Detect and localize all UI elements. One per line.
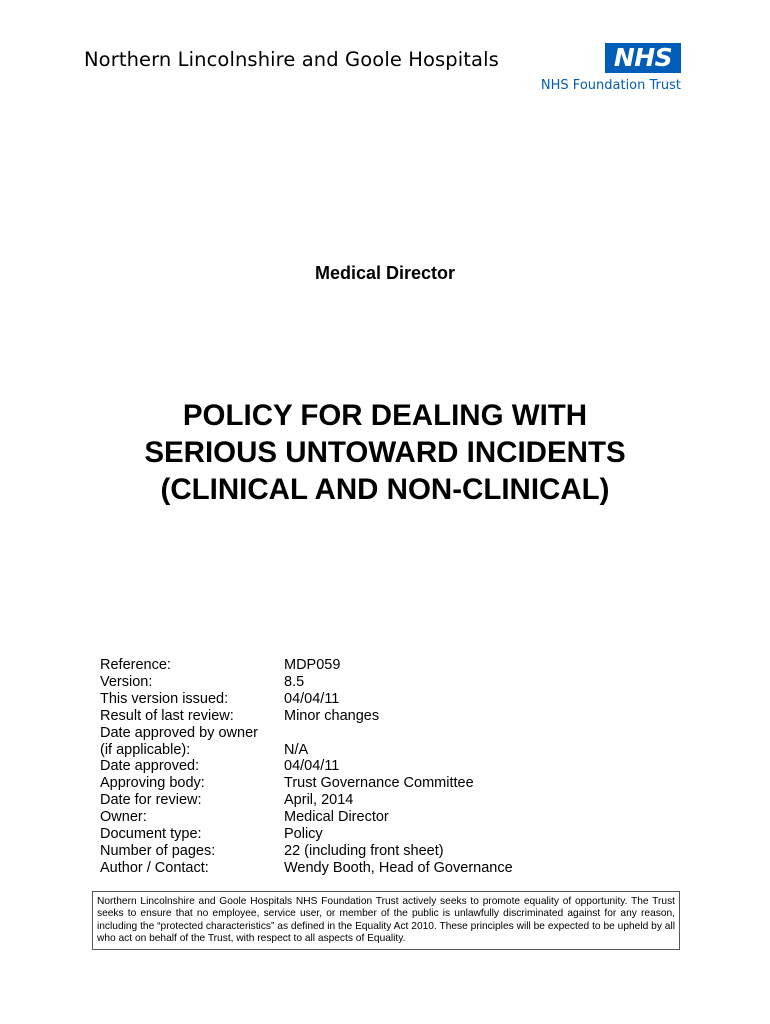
detail-value: 04/04/11 [284,758,340,775]
policy-title-line: SERIOUS UNTOWARD INCIDENTS [144,436,626,469]
policy-title [0,397,770,508]
detail-value: April, 2014 [284,792,354,809]
document-details-table [100,657,680,877]
detail-label: This version issued: [100,690,229,707]
organisation-name: Northern Lincolnshire and Goole Hospitals [84,48,499,71]
detail-value: Policy [284,826,323,843]
detail-row-version-issued [100,691,680,708]
detail-label: Approving body: [100,775,205,792]
detail-label: Owner: [100,809,147,826]
detail-value: MDP059 [284,657,341,673]
detail-value: Medical Director [284,809,389,826]
detail-label: Date approved by owner [100,724,258,741]
detail-value: 8.5 [284,673,305,690]
detail-label: Reference: [100,657,171,673]
detail-row-last-review [100,708,680,725]
detail-label: Date for review: [100,792,202,809]
nhs-logo: NHS [605,43,681,73]
document-header [84,40,684,100]
detail-value: 04/04/11 [284,690,340,707]
detail-value: 22 (including front sheet) [284,842,444,859]
detail-row-author-contact [100,860,680,877]
detail-label: Result of last review: [100,707,234,724]
detail-label: Date approved: [100,758,200,775]
detail-label: Number of pages: [100,842,216,859]
detail-label: Version: [100,673,153,690]
detail-row-date-approved [100,758,680,775]
detail-row-version [100,674,680,691]
detail-row-date-approved-by-owner [100,725,680,742]
detail-value [284,725,680,742]
detail-label: Author / Contact: [100,859,209,876]
trust-name: NHS Foundation Trust [540,78,681,93]
detail-value: Trust Governance Committee [284,775,474,792]
detail-row-document-type [100,826,680,843]
equality-statement-box: Northern Lincolnshire and Goole Hospitals NHS Foundation Trust actively seeks to promote equality of opportunity. The Trust seeks to ensure that no employee, service user, or member of the public is unlawfully discriminated against for any reason, including the “protected characteristics” as defined in the Equality Act 2010. These principles will be expected to be upheld by all who act on behalf of the Trust, with respect to all aspects of Equality. [92,891,680,950]
policy-title-line: POLICY FOR DEALING WITH [182,399,588,432]
detail-value: Wendy Booth, Head of Governance [284,859,513,876]
detail-row-owner [100,809,680,826]
department-heading: Medical Director [314,263,456,283]
detail-row-number-of-pages [100,843,680,860]
detail-label: (if applicable): [100,741,191,758]
detail-value: Minor changes [284,707,380,724]
policy-title-line: (CLINICAL AND NON-CLINICAL) [160,473,610,506]
detail-label: Document type: [100,826,202,843]
detail-row-approving-body [100,775,680,792]
detail-row-date-for-review [100,792,680,809]
detail-row-reference [100,657,680,674]
detail-row-if-applicable [100,742,680,759]
detail-value: N/A [284,741,309,758]
